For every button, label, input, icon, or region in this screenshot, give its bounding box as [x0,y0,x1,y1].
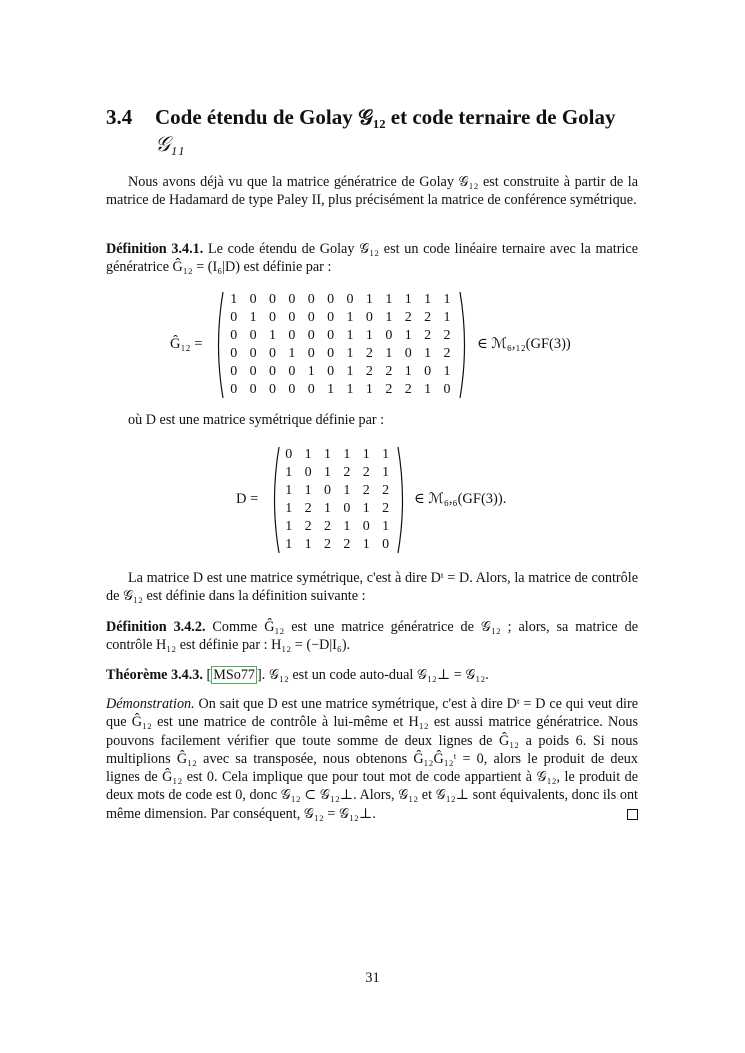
matrix-cell: 1 [288,346,296,361]
matrix-cell: 0 [230,328,238,343]
matrix-g-right-paren [457,290,471,400]
matrix-cell: 2 [323,537,331,552]
matrix-cell: 1 [285,465,293,480]
matrix-cell: 1 [382,465,390,480]
matrix-cell: 1 [404,364,412,379]
matrix-cell: 1 [323,447,331,462]
matrix-cell: 0 [288,292,296,307]
intro-paragraph: Nous avons déjà vu que la matrice génératrice de Golay 𝒢₁₂ est construite à partir de la matrice de Hadamard de type Paley II, plus précisément la matrice de conférence symétrique. [106,174,638,209]
matrix-cell: 1 [382,519,390,534]
page-number: 31 [365,970,380,986]
matrix-cell: 0 [230,364,238,379]
definition-2 [106,618,638,655]
matrix-cell: 1 [249,310,257,325]
matrix-cell: 1 [304,447,312,462]
matrix-cell: 1 [268,328,276,343]
matrix-cell: 0 [343,501,351,516]
definition-1 [106,240,638,277]
matrix-cell: 1 [362,447,370,462]
matrix-cell: 2 [304,519,312,534]
matrix-cell: 1 [382,447,390,462]
matrix-cell: 0 [327,364,335,379]
matrix-cell: 0 [249,292,257,307]
matrix-cell: 0 [346,292,354,307]
matrix-cell: 1 [365,328,373,343]
matrix-cell: 0 [365,310,373,325]
matrix-cell: 0 [268,346,276,361]
matrix-cell: 2 [385,382,393,397]
matrix-cell: 2 [365,346,373,361]
matrix-cell: 2 [385,364,393,379]
matrix-cell: 1 [404,328,412,343]
matrix-cell: 0 [268,382,276,397]
matrix-cell: 1 [285,483,293,498]
definition-1-text: Le code étendu de Golay 𝒢₁₂ est un code linéaire ternaire avec la matrice génératrice Ĝ₁₂ = (I₆|D) est définie par : [106,241,638,276]
matrix-d-lhs: D = [236,491,259,507]
matrix-cell: 1 [285,519,293,534]
matrix-cell: 1 [362,537,370,552]
matrix-cell: 1 [343,447,351,462]
matrix-cell: 0 [268,364,276,379]
matrix-cell: 0 [288,382,296,397]
matrix-cell: 2 [443,328,451,343]
matrix-d-right-paren [395,445,409,555]
matrix-cell: 2 [424,328,432,343]
matrix-cell: 1 [327,382,335,397]
matrix-cell: 0 [249,346,257,361]
matrix-cell: 2 [343,465,351,480]
matrix-cell: 1 [346,328,354,343]
matrix-cell: 1 [346,346,354,361]
matrix-cell: 1 [323,465,331,480]
matrix-cell: 1 [385,346,393,361]
matrix-d-rhs: ∈ ℳ₆,₆(GF(3)). [414,491,507,507]
matrix-cell: 1 [346,310,354,325]
matrix-cell: 0 [362,519,370,534]
proof [106,695,638,823]
matrix-cell: 2 [323,519,331,534]
matrix-cell: 0 [304,465,312,480]
matrix-cell: 0 [382,537,390,552]
matrix-cell: 0 [230,310,238,325]
matrix-cell: 0 [327,292,335,307]
matrix-cell: 1 [304,537,312,552]
matrix-cell: 0 [230,346,238,361]
section-title-line2: 𝒢₁₁ [155,132,185,156]
matrix-cell: 0 [249,364,257,379]
matrix-g-grid [224,291,457,399]
matrix-cell: 0 [285,447,293,462]
proof-label: Démonstration. [106,696,195,712]
matrix-cell: 1 [443,364,451,379]
matrix-cell: 1 [443,292,451,307]
matrix-cell: 1 [304,483,312,498]
matrix-cell: 0 [404,346,412,361]
definition-2-text: Comme Ĝ₁₂ est une matrice génératrice de 𝒢₁₂ ; alors, sa matrice de contrôle H₁₂ est définie par : H₁₂ = (−D|I₆). [106,619,639,654]
matrix-cell: 0 [230,382,238,397]
matrix-cell: 2 [365,364,373,379]
matrix-cell: 1 [323,501,331,516]
matrix-g-lhs: Ĝ₁₂ = [170,336,203,352]
matrix-cell: 1 [343,483,351,498]
matrix-cell: 1 [385,310,393,325]
theorem: Théorème 3.4.3. [ MSo77 ]. 𝒢₁₂ est un code auto-dual 𝒢₁₂⊥ = 𝒢₁₂. [106,667,489,683]
matrix-cell: 0 [307,346,315,361]
matrix-cell: 0 [307,292,315,307]
matrix-cell: 1 [346,364,354,379]
matrix-cell: 1 [365,382,373,397]
theorem-text: . 𝒢₁₂ est un code auto-dual 𝒢₁₂⊥ = 𝒢₁₂. [261,667,489,683]
matrix-cell: 2 [424,310,432,325]
matrix-cell: 0 [249,328,257,343]
matrix-cell: 1 [307,364,315,379]
matrix-cell: 0 [424,364,432,379]
matrix-cell: 2 [362,483,370,498]
matrix-cell: 2 [404,382,412,397]
matrix-cell: 2 [343,537,351,552]
matrix-cell: 0 [327,328,335,343]
matrix-cell: 2 [443,346,451,361]
matrix-cell: 1 [343,519,351,534]
definition-2-label: Définition 3.4.2. [106,619,206,635]
matrix-cell: 0 [288,328,296,343]
para-d: La matrice D est une matrice symétrique, c'est à dire Dᵗ = D. Alors, la matrice de contrôle de 𝒢₁₂ est définie dans la définition suivante : [106,570,638,605]
matrix-cell: 2 [382,483,390,498]
matrix-cell: 2 [404,310,412,325]
matrix-d-grid [279,446,395,554]
matrix-cell: 0 [268,310,276,325]
matrix-cell: 0 [249,382,257,397]
matrix-cell: 1 [404,292,412,307]
matrix-cell: 1 [424,292,432,307]
matrix-cell: 0 [268,292,276,307]
matrix-cell: 0 [307,310,315,325]
matrix-cell: 1 [365,292,373,307]
theorem-label: Théorème 3.4.3. [106,667,203,683]
matrix-g-rhs: ∈ ℳ₆,₁₂(GF(3)) [477,336,571,352]
matrix-cell: 1 [443,310,451,325]
section-number: 3.4 [106,105,133,129]
matrix-cell: 0 [385,328,393,343]
matrix-cell: 2 [382,501,390,516]
section-title-line1: Code étendu de Golay 𝒢₁₂ et code ternaire de Golay [155,105,616,129]
qed-square-icon [627,809,638,820]
matrix-cell: 0 [307,328,315,343]
matrix-cell: 0 [288,310,296,325]
definition-1-label: Définition 3.4.1. [106,241,204,257]
matrix-cell: 0 [327,310,335,325]
matrix-cell: 2 [362,465,370,480]
matrix-cell: 1 [285,537,293,552]
matrix-cell: 2 [304,501,312,516]
matrix-cell: 1 [346,382,354,397]
matrix-cell: 1 [362,501,370,516]
matrix-cell: 0 [307,382,315,397]
citation-link[interactable]: MSo77 [213,667,256,683]
matrix-cell: 1 [285,501,293,516]
matrix-cell: 1 [385,292,393,307]
matrix-cell: 1 [424,346,432,361]
matrix-cell: 1 [230,292,238,307]
matrix-cell: 0 [327,346,335,361]
matrix-cell: 0 [443,382,451,397]
where-d-paragraph: où D est une matrice symétrique définie par : [128,412,385,428]
matrix-cell: 0 [323,483,331,498]
matrix-cell: 1 [424,382,432,397]
proof-text: On sait que D est une matrice symétrique, c'est à dire Dᵗ = D ce qui veut dire que Ĝ₁₂ est une matrice de contrôle à lui-même et H₁₂ est aussi matrice génératrice. Nous pouvons facilement vérifier que toute somme de deux lignes de Ĝ₁₂ a poids 6. Si nous multiplions Ĝ₁₂ avec sa transposée, nous obtenons Ĝ₁₂Ĝ₁₂ᵗ = 0, alors le produit de deux lignes de Ĝ₁₂ est 0. Cela implique que pour tout mot de code appartient à 𝒢₁₂, le produit de deux mots de code est 0, donc 𝒢₁₂ ⊂ 𝒢₁₂⊥. Alors, 𝒢₁₂ et 𝒢₁₂⊥ sont équivalents, donc ils ont même dimension. Par conséquent, 𝒢₁₂ = 𝒢₁₂⊥. [106,696,638,822]
matrix-cell: 0 [288,364,296,379]
